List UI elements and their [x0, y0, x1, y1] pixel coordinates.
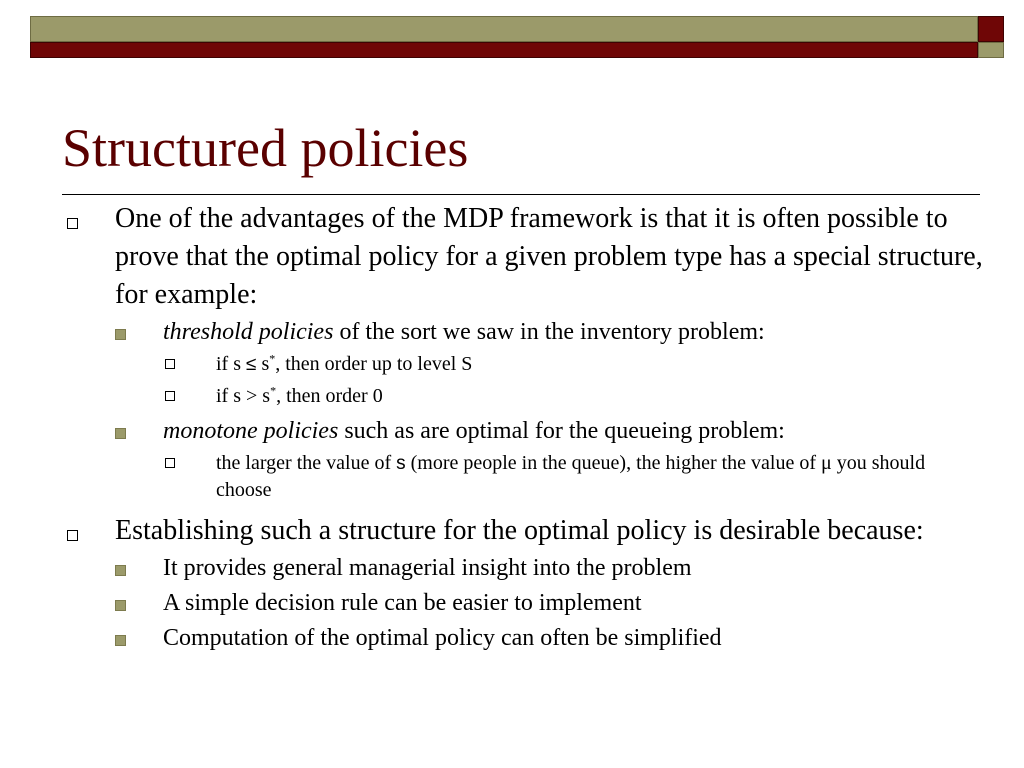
filled-square-bullet-icon — [115, 600, 126, 611]
sub-bullet-simple-decision-rule — [62, 587, 992, 619]
variable-s: s — [396, 453, 406, 474]
sub-sub-bullet-queue-mu — [62, 450, 992, 504]
text-fragment: s — [256, 353, 270, 375]
sub-bullet-text: A simple decision rule can be easier to implement — [163, 590, 642, 616]
sub-sub-bullet-order-up — [62, 351, 992, 378]
slide-body — [62, 200, 992, 657]
text-fragment: if s — [216, 353, 246, 375]
header-bar-olive — [30, 16, 978, 42]
text-fragment: , then order 0 — [276, 385, 383, 407]
sub-sub-bullet-order-zero — [62, 383, 992, 410]
sub-bullet-text: such as are optimal for the queueing problem: — [338, 418, 785, 444]
sub-bullet-monotone-policies — [62, 415, 992, 447]
hollow-square-bullet-icon — [165, 359, 175, 369]
bullet-establishing-structure — [62, 512, 992, 550]
superscript-star: * — [269, 351, 276, 366]
superscript-star: * — [270, 383, 277, 398]
text-fragment: (more people in the queue), the higher the value of μ you should choose — [216, 452, 926, 501]
title-divider — [62, 194, 980, 195]
filled-square-bullet-icon — [115, 565, 126, 576]
sub-bullet-managerial-insight — [62, 552, 992, 584]
bullet-text: One of the advantages of the MDP framework is that it is often possible to prove that the optimal policy for a given problem type has a special structure, for example: — [115, 203, 983, 310]
header-bar-maroon — [30, 42, 978, 58]
hollow-square-bullet-icon — [67, 530, 78, 541]
term-monotone-policies: monotone policies — [163, 418, 339, 444]
sub-bullet-text: Computation of the optimal policy can often be simplified — [163, 625, 722, 651]
sub-bullet-computation-simplified — [62, 622, 992, 654]
text-fragment: , then order up to level S — [275, 353, 473, 375]
filled-square-bullet-icon — [115, 635, 126, 646]
header-square-maroon — [978, 16, 1004, 42]
hollow-square-bullet-icon — [165, 391, 175, 401]
less-equal-symbol: ≤ — [246, 354, 257, 375]
sub-bullet-text: of the sort we saw in the inventory problem: — [333, 319, 765, 345]
slide-title: Structured policies — [62, 118, 469, 178]
bullet-mdp-advantages — [62, 200, 992, 314]
hollow-square-bullet-icon — [165, 458, 175, 468]
text-fragment: the larger the value of — [216, 452, 397, 474]
header-square-olive — [978, 42, 1004, 58]
term-threshold-policies: threshold policies — [163, 319, 334, 345]
text-fragment: if s > s — [216, 385, 271, 407]
bullet-text: Establishing such a structure for the optimal policy is desirable because: — [115, 515, 924, 546]
filled-square-bullet-icon — [115, 329, 126, 340]
sub-bullet-threshold-policies — [62, 316, 992, 348]
hollow-square-bullet-icon — [67, 218, 78, 229]
sub-bullet-text: It provides general managerial insight into the problem — [163, 555, 692, 581]
filled-square-bullet-icon — [115, 428, 126, 439]
